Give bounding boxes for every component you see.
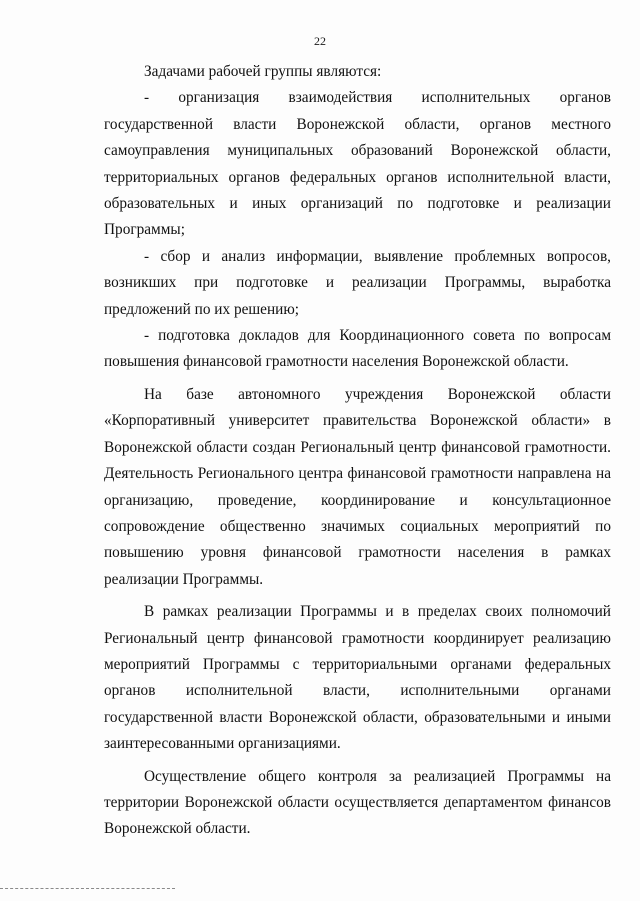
paragraph-task-reports: - подготовка докладов для Координационного совета по вопросам повышения финансовой грамотности населения Воронежской области. [104, 327, 611, 371]
paragraph-task-analysis: - сбор и анализ информации, выявление проблемных вопросов, возникших при подготовке и реализации Программы, выработка предложений по их решению; [104, 247, 611, 318]
paragraph-tasks-intro: Задачами рабочей группы являются: [144, 63, 382, 80]
paragraph-control: Осуществление общего контроля за реализацией Программы на территории Воронежской области осуществляется департаментом финансов Воронежской области. [104, 767, 611, 838]
footer-divider [0, 888, 175, 889]
paragraph-coordination: В рамках реализации Программы и в пределах своих полномочий Региональный центр финансовой грамотности координирует реализацию мероприятий Программы с территориальными органами федеральных органов исполнительной власти, исполнительными органами государственной власти Воронежской области, образовательными и иными заинтересованными организациями. [104, 603, 611, 753]
page-number: 22 [314, 34, 326, 48]
document-body [104, 59, 611, 843]
paragraph-task-cooperation: - организация взаимодействия исполнительных органов государственной власти Воронежской области, органов местного самоуправления муниципальных образований Воронежской области, территориальных органов федеральных органов исполнительной власти, образовательных и иных организаций по подготовке и реализации Программы; [104, 89, 611, 239]
paragraph-regional-center: На базе автономного учреждения Воронежской области «Корпоративный университет правительства Воронежской области» в Воронежской области создан Региональный центр финансовой грамотности. Деятельность Регионального центра финансовой грамотности направлена на организацию, проведение, координирование и консультационное сопровождение общественно значимых социальных мероприятий по повышению уровня финансовой грамотности населения в рамках реализации Программы. [104, 385, 611, 588]
